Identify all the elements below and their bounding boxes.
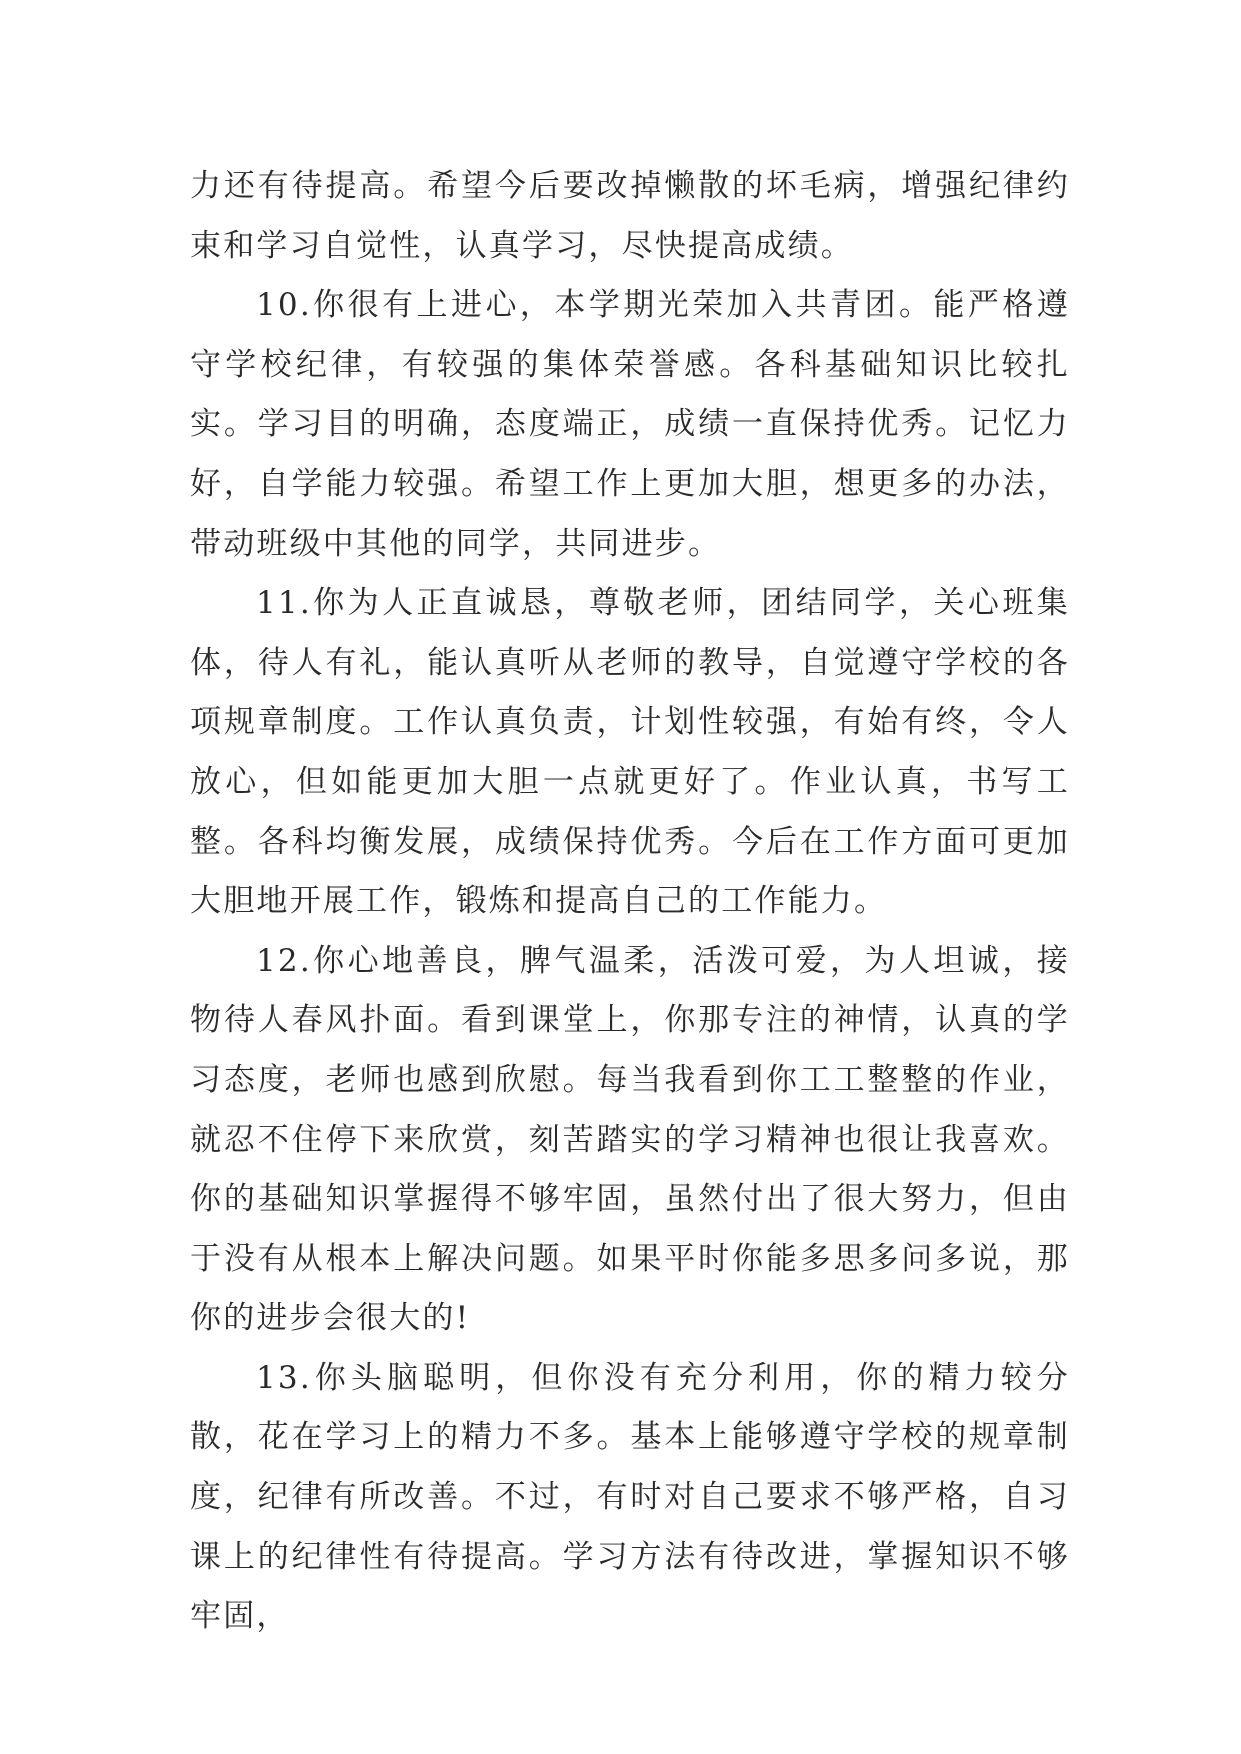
document-body — [190, 157, 1070, 1647]
paragraph-continuation: 力还有待提高。希望今后要改掉懒散的坏毛病，增强纪律约束和学习自觉性，认真学习，尽快提高成绩。 — [190, 168, 1070, 264]
paragraph-comment-11: 11.你为人正直诚恳，尊敬老师，团结同学，关心班集体，待人有礼，能认真听从老师的教导，自觉遵守学校的各项规章制度。工作认真负责，计划性较强，有始有终，令人放心，但如能更加大胆一点就更好了。作业认真，书写工整。各科均衡发展，成绩保持优秀。今后在工作方面可更加大胆地开展工作，锻炼和提高自己的工作能力。 — [190, 585, 1070, 920]
paragraph-comment-12: 12.你心地善良，脾气温柔，活泼可爱，为人坦诚，接物待人春风扑面。看到课堂上，你那专注的神情，认真的学习态度，老师也感到欣慰。每当我看到你工工整整的作业，就忍不住停下来欣赏，刻苦踏实的学习精神也很让我喜欢。你的基础知识掌握得不够牢固，虽然付出了很大努力，但由于没有从根本上解决问题。如果平时你能多思多问多说，那你的进步会很大的! — [190, 942, 1070, 1337]
paragraph-comment-13: 13.你头脑聪明，但你没有充分利用，你的精力较分散，花在学习上的精力不多。基本上能够遵守学校的规章制度，纪律有所改善。不过，有时对自己要求不够严格，自习课上的纪律性有待提高。学习方法有待改进，掌握知识不够牢固， — [190, 1359, 1070, 1635]
paragraph-comment-10: 10.你很有上进心，本学期光荣加入共青团。能严格遵守学校纪律，有较强的集体荣誉感。各科基础知识比较扎实。学习目的明确，态度端正，成绩一直保持优秀。记忆力好，自学能力较强。希望工作上更加大胆，想更多的办法，带动班级中其他的同学，共同进步。 — [190, 287, 1070, 562]
